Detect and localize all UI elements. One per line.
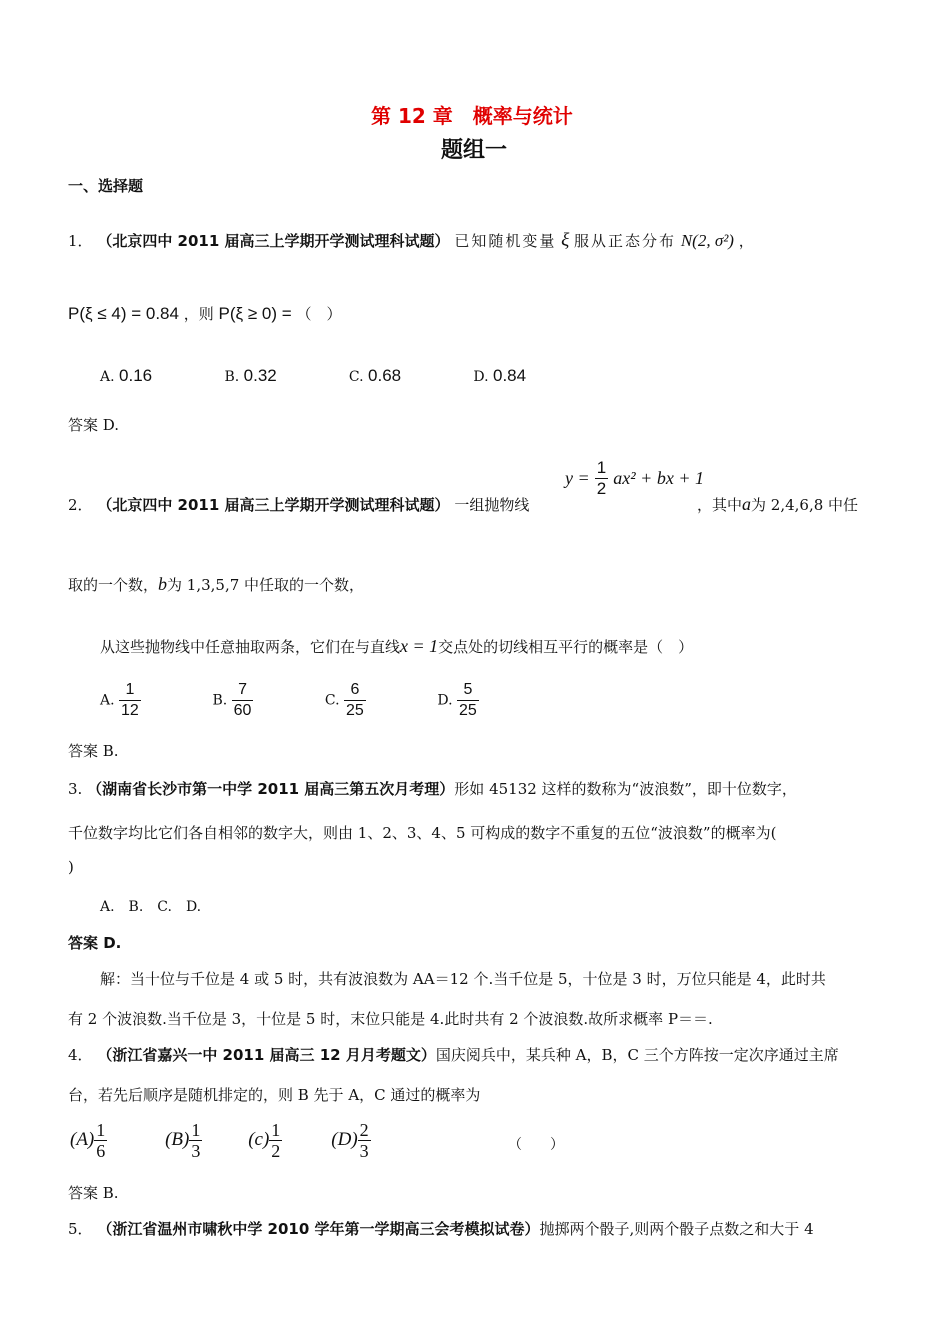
answer-blank: （ ） bbox=[508, 1137, 564, 1153]
option-c: (c) $\frac{1}{2}$ bbox=[248, 1120, 281, 1161]
question-4-line-1: 4． （浙江省嘉兴一中 2011 届高三 12 月月考题文）国庆阅兵中，某兵种 A，B，C 三个方阵按一定次序通过主席 bbox=[68, 1046, 839, 1064]
answer-blank: （ ） bbox=[296, 305, 342, 323]
question-source: （北京四中 2011 届高三上学期开学测试理科试题） bbox=[97, 232, 450, 250]
question-5-line-1: 5． （浙江省温州市啸秋中学 2010 学年第一学期高三会考模拟试卷）抛掷两个骰子,则两个骰子点数之和大于 4 bbox=[68, 1220, 814, 1238]
option-c: C. $\frac{6}{25}$ bbox=[324, 681, 364, 719]
option-b: B. 0.32 bbox=[224, 366, 277, 385]
math-given: P(ξ ≤ 4) = 0.84 bbox=[68, 304, 179, 323]
math-ask: P(ξ ≥ 0) = bbox=[218, 304, 292, 323]
option-b: B. $\frac{7}{60}$ bbox=[212, 681, 252, 719]
question-number: 1． bbox=[68, 232, 93, 250]
question-text: 已知随机变量 bbox=[454, 232, 557, 250]
question-number: 2． bbox=[68, 496, 93, 514]
question-2-options bbox=[100, 680, 545, 721]
question-source: （浙江省温州市啸秋中学 2010 学年第一学期高三会考模拟试卷） bbox=[97, 1220, 540, 1238]
question-source: （湖南省长沙市第一中学 2011 届高三第五次月考理） bbox=[87, 780, 455, 798]
math-distribution: N(2, σ²) bbox=[680, 231, 734, 250]
question-1-line-1 bbox=[68, 230, 754, 252]
question-3-options: A. B. C. D. bbox=[100, 899, 202, 915]
punctuation: ， bbox=[738, 232, 754, 250]
question-text: ，则 bbox=[183, 305, 214, 323]
option-a: (A) $\frac{1}{6}$ bbox=[70, 1120, 106, 1161]
question-text: 服从正态分布 bbox=[574, 232, 677, 250]
question-2-line-1 bbox=[68, 494, 529, 515]
option-d: D. $\frac{5}{25}$ bbox=[437, 681, 477, 719]
question-3-line-1: 3. （湖南省长沙市第一中学 2011 届高三第五次月考理）形如 45132 这样的数称为“波浪数”，即十位数字， bbox=[68, 780, 797, 798]
math-variable: ξ bbox=[561, 230, 570, 251]
question-3-answer: 答案 D. bbox=[68, 934, 122, 952]
question-3-line-2: 千位数字均比它们各自相邻的数字大，则由 1、2、3、4、5 可构成的数字不重复的五位“波浪数”的概率为( bbox=[68, 824, 777, 842]
question-4-answer: 答案 B. bbox=[68, 1184, 119, 1202]
question-2-line-1-tail: ，其中a为 2,4,6,8 中任 bbox=[697, 494, 859, 514]
question-1-options bbox=[100, 366, 593, 386]
question-2-line-3: 从这些抛物线中任意抽取两条，它们在与直线x = 1交点处的切线相互平行的概率是（ ） bbox=[100, 636, 694, 656]
question-3-line-3: ) bbox=[68, 858, 74, 876]
chapter-title: 第 12 章 概率与统计 bbox=[371, 104, 573, 128]
question-source: （北京四中 2011 届高三上学期开学测试理科试题） bbox=[97, 496, 450, 514]
question-source: （浙江省嘉兴一中 2011 届高三 12 月月考题文） bbox=[97, 1046, 436, 1064]
question-1-answer: 答案 D. bbox=[68, 416, 120, 434]
option-d: (D) $\frac{2}{3}$ bbox=[331, 1120, 369, 1161]
group-title: 题组一 bbox=[441, 138, 508, 163]
question-4-line-2: 台，若先后顺序是随机排定的，则 B 先于 A，C 通过的概率为 bbox=[68, 1086, 481, 1104]
math-parabola-equation: y = $\frac{1}{2}$ ax² + bx + 1 bbox=[565, 458, 704, 498]
question-text: 一组抛物线 bbox=[454, 496, 530, 514]
question-2-line-2: 取的一个数，b为 1,3,5,7 中任取的一个数， bbox=[68, 574, 365, 594]
option-a: A. 0.16 bbox=[100, 366, 153, 385]
question-3-solution-line-2: 有 2 个波浪数.当千位是 3，十位是 5 时，末位只能是 4.此时共有 2 个波浪数.故所求概率 P＝＝. bbox=[68, 1010, 713, 1028]
question-1-line-2 bbox=[68, 303, 342, 324]
question-3-solution-line-1: 解：当十位与千位是 4 或 5 时，共有波浪数为 AA＝12 个.当千位是 5，十位是 3 时，万位只能是 4，此时共 bbox=[100, 970, 826, 988]
option-c: C. 0.68 bbox=[348, 366, 402, 385]
option-a: A. $\frac{1}{12}$ bbox=[100, 681, 139, 719]
section-heading: 一、选择题 bbox=[68, 177, 144, 195]
question-2-answer: 答案 B. bbox=[68, 742, 119, 760]
option-d: D. 0.84 bbox=[473, 366, 527, 385]
option-b: (B) $\frac{1}{3}$ bbox=[165, 1120, 201, 1161]
question-4-options bbox=[70, 1120, 409, 1161]
